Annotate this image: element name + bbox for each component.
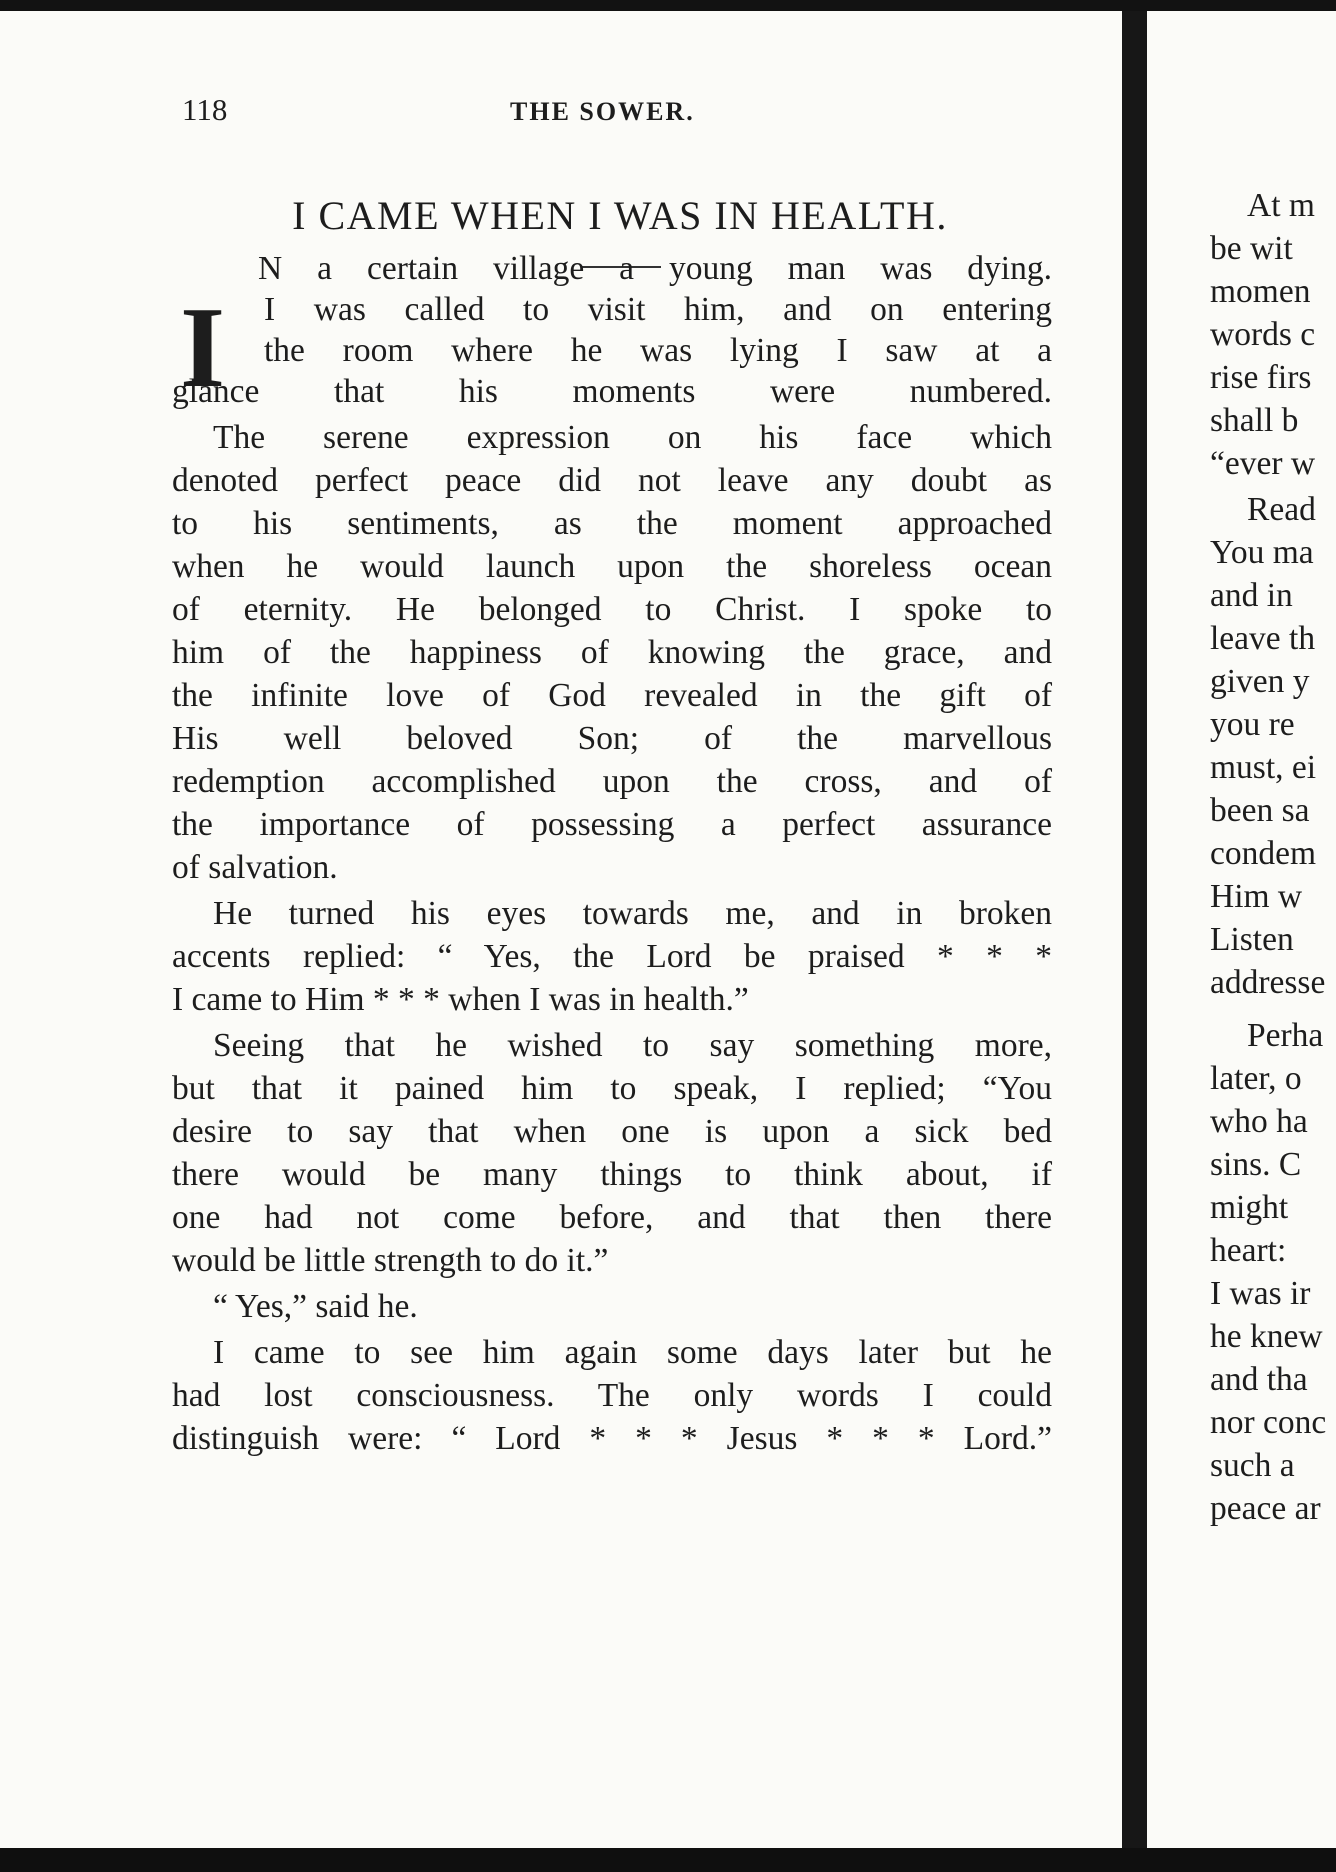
- body-line: the importance of possessing a perfect assurance: [172, 806, 1052, 843]
- running-title: THE SOWER.: [510, 97, 695, 126]
- right-page-line: Perha: [1247, 1017, 1324, 1054]
- body-line: He turned his eyes towards me, and in broken: [213, 895, 1052, 932]
- right-page-line: You ma: [1210, 534, 1314, 571]
- right-page-line: I was ir: [1210, 1275, 1311, 1312]
- body-line: of salvation.: [172, 849, 338, 886]
- body-line: him of the happiness of knowing the grace, and: [172, 634, 1052, 671]
- body-line: denoted perfect peace did not leave any doubt as: [172, 462, 1052, 499]
- body-line: The serene expression on his face which: [213, 419, 1052, 456]
- book-gutter: [1122, 11, 1147, 1848]
- body-line: would be little strength to do it.”: [172, 1242, 609, 1279]
- body-line: redemption accomplished upon the cross, and of: [172, 763, 1052, 800]
- right-page-line: heart:: [1210, 1232, 1287, 1269]
- scan-top-border: [0, 0, 1336, 11]
- right-page-line: might: [1210, 1189, 1289, 1226]
- body-line: distinguish were: “ Lord * * * Jesus * * * Lord.”: [172, 1420, 1052, 1457]
- running-head: [0, 92, 1122, 132]
- right-page-line: later, o: [1210, 1060, 1302, 1097]
- right-page-line: who ha: [1210, 1103, 1308, 1140]
- scan-bottom-border: [0, 1848, 1336, 1872]
- body-line: “ Yes,” said he.: [213, 1288, 418, 1325]
- right-page-line: Him w: [1210, 878, 1303, 915]
- right-page-line: “ever w: [1210, 445, 1316, 482]
- article-title: I CAME WHEN I WAS IN HEALTH.: [292, 193, 948, 238]
- body-line: the infinite love of God revealed in the gift of: [172, 677, 1052, 714]
- body-line: desire to say that when one is upon a sick bed: [172, 1113, 1052, 1150]
- body-line: glance that his moments were numbered.: [172, 373, 1052, 410]
- body-line: had lost consciousness. The only words I could: [172, 1377, 1052, 1414]
- right-page-line: shall b: [1210, 402, 1299, 439]
- body-line: to his sentiments, as the moment approached: [172, 505, 1052, 542]
- right-page-line: such a: [1210, 1447, 1295, 1484]
- right-page-line: At m: [1247, 187, 1315, 224]
- right-page-line: and tha: [1210, 1361, 1308, 1398]
- right-page-line: rise firs: [1210, 359, 1312, 396]
- right-page-line: leave th: [1210, 620, 1316, 657]
- body-line: of eternity. He belonged to Christ. I spoke to: [172, 591, 1052, 628]
- body-line: Seeing that he wished to say something more,: [213, 1027, 1052, 1064]
- body-line: I came to see him again some days later but he: [213, 1334, 1052, 1371]
- right-page-line: been sa: [1210, 792, 1310, 829]
- right-page-line: peace ar: [1210, 1490, 1321, 1527]
- body-line: the room where he was lying I saw at a: [264, 332, 1052, 369]
- page-number: 118: [182, 92, 228, 127]
- right-page-line: Listen: [1210, 921, 1294, 958]
- body-line: but that it pained him to speak, I replied; “You: [172, 1070, 1052, 1107]
- right-page-line: be wit: [1210, 230, 1293, 267]
- body-line: His well beloved Son; of the marvellous: [172, 720, 1052, 757]
- body-line: one had not come before, and that then there: [172, 1199, 1052, 1236]
- body-line: N a certain village a young man was dying.: [258, 250, 1052, 287]
- body-line: accents replied: “ Yes, the Lord be praised * * *: [172, 938, 1052, 975]
- right-page-line: addresse: [1210, 964, 1326, 1001]
- right-page-line: Read: [1247, 491, 1316, 528]
- right-page-line: nor conc: [1210, 1404, 1327, 1441]
- body-line: when he would launch upon the shoreless ocean: [172, 548, 1052, 585]
- right-page-line: given y: [1210, 663, 1310, 700]
- right-page-line: you re: [1210, 706, 1295, 743]
- right-page-line: he knew: [1210, 1318, 1323, 1355]
- right-page-line: and in: [1210, 577, 1293, 614]
- right-page-line: condem: [1210, 835, 1317, 872]
- body-line: I came to Him * * * when I was in health.”: [172, 981, 749, 1018]
- body-line: I was called to visit him, and on entering: [264, 291, 1052, 328]
- body-line: there would be many things to think about, if: [172, 1156, 1052, 1193]
- right-page-line: momen: [1210, 273, 1311, 310]
- right-page-line: sins. C: [1210, 1146, 1302, 1183]
- right-page-line: words c: [1210, 316, 1316, 353]
- right-page-line: must, ei: [1210, 749, 1317, 786]
- drop-cap: I: [180, 284, 226, 412]
